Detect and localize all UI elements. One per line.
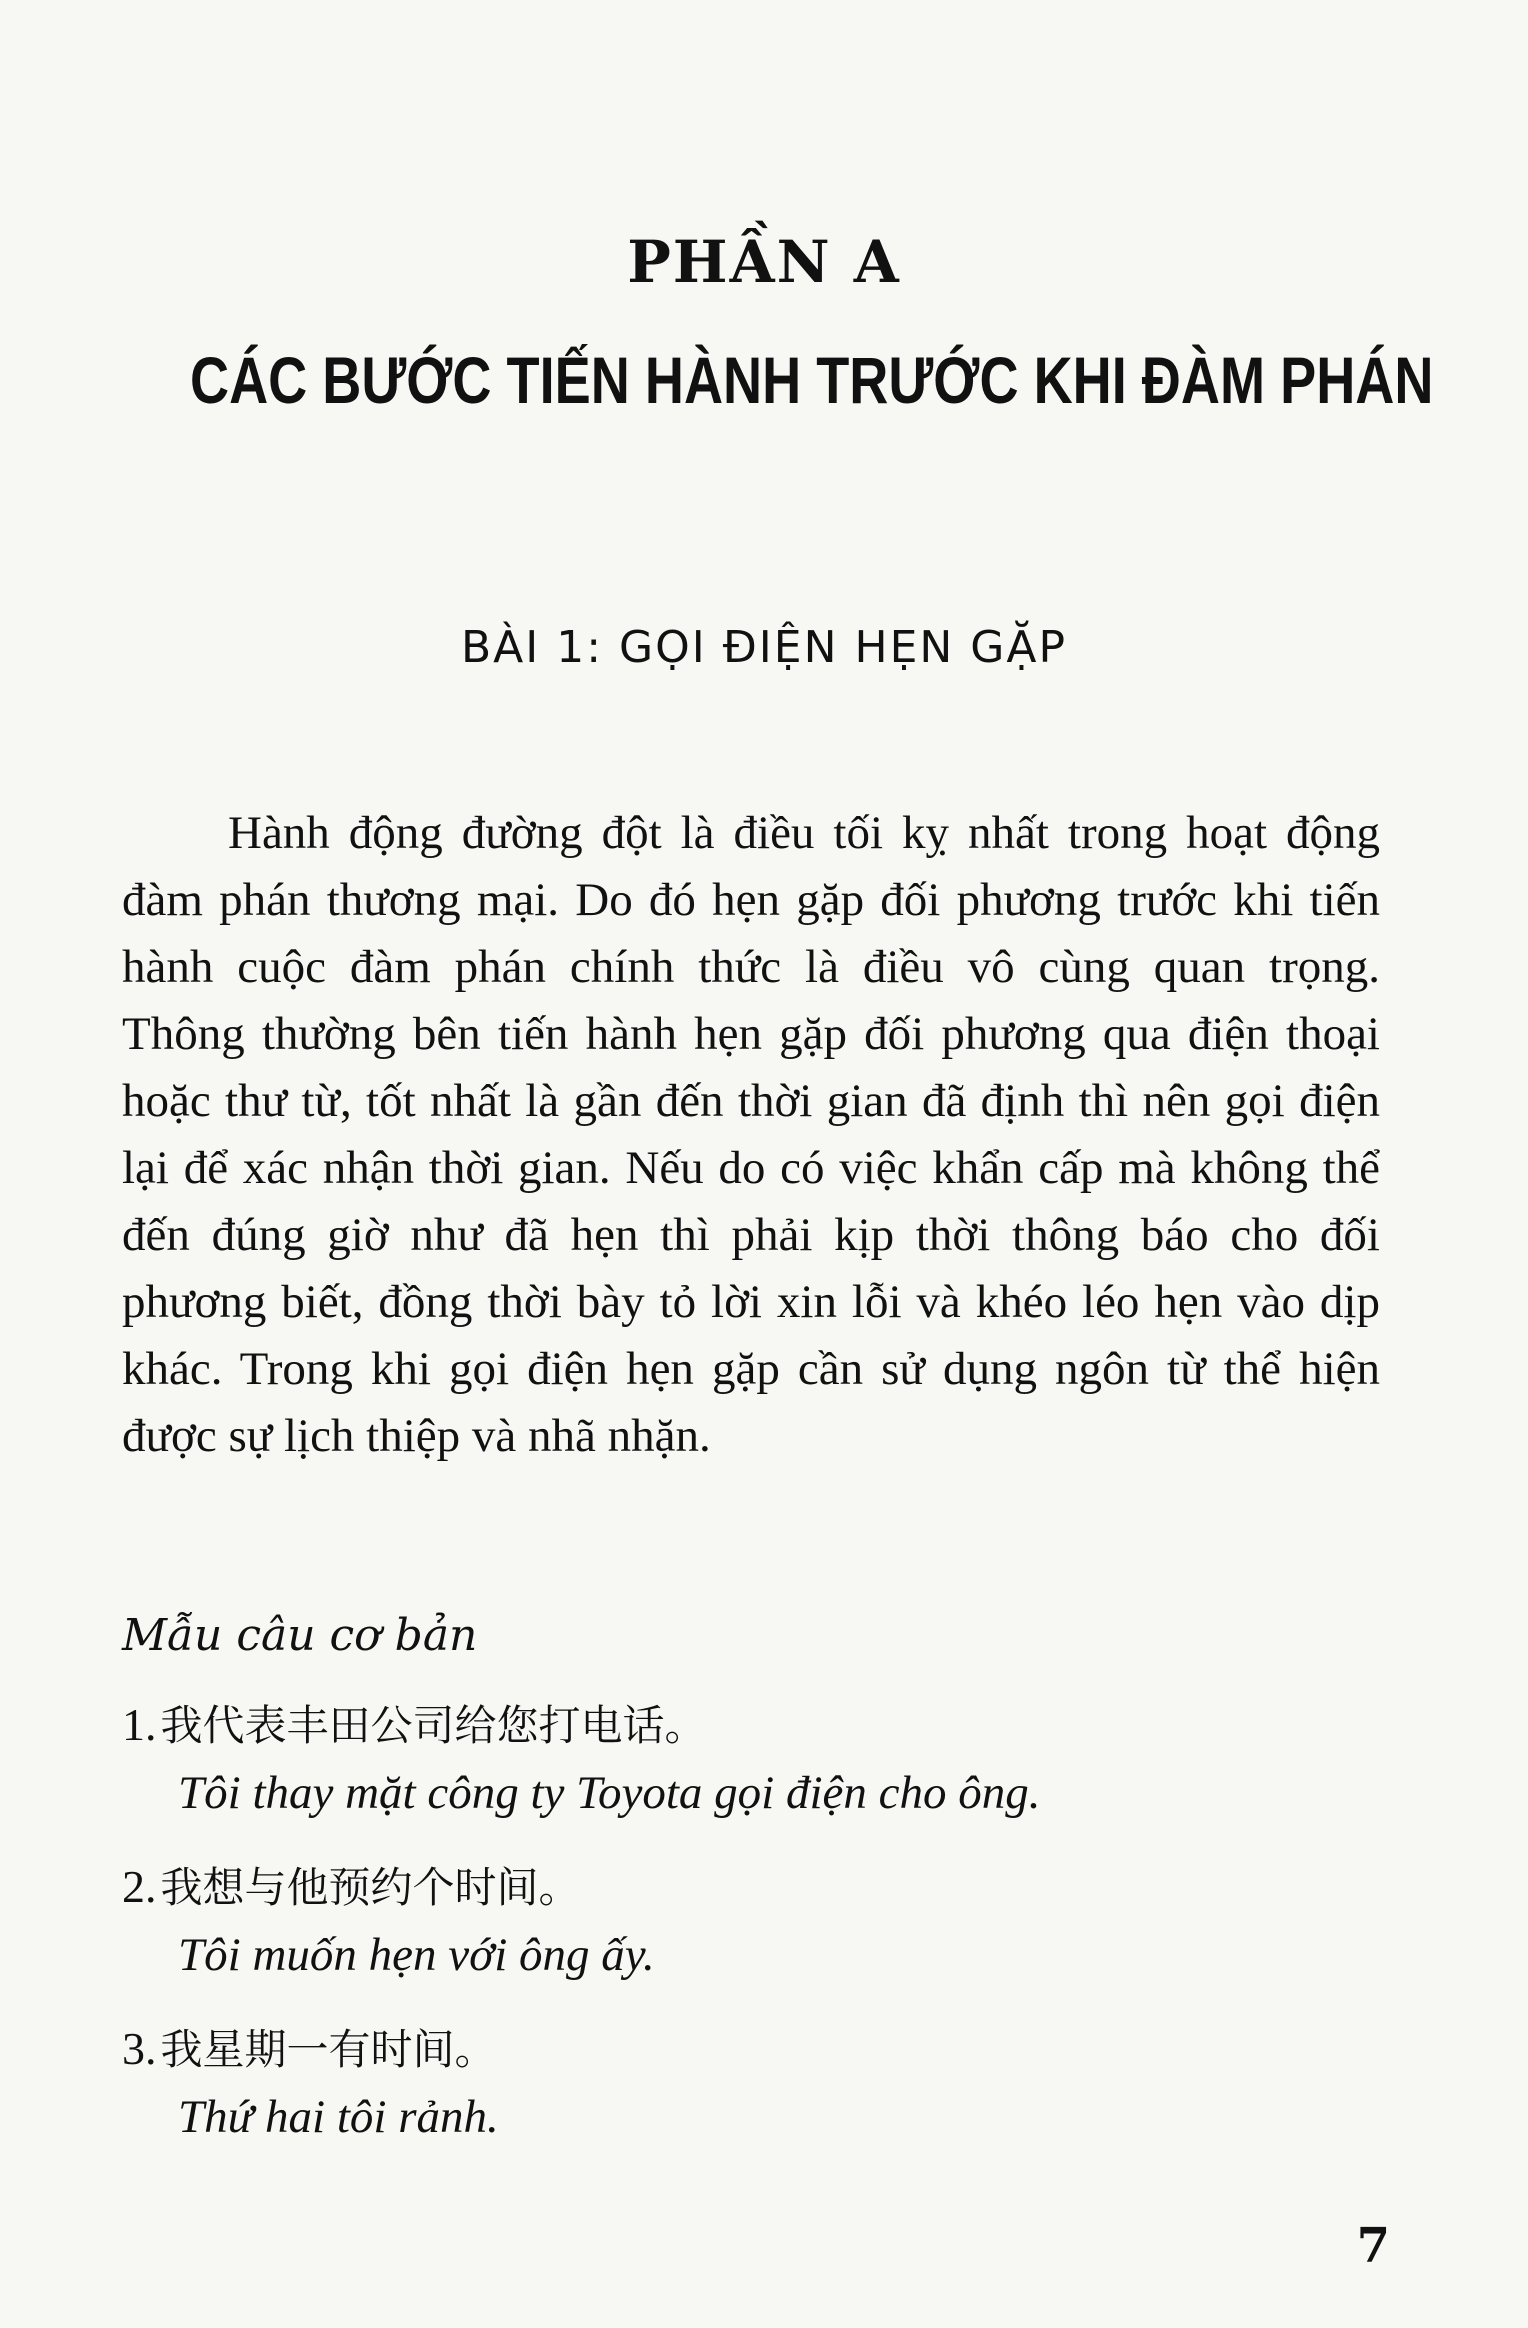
- part-title: PHẦN A: [627, 228, 901, 296]
- sentence-vietnamese: Thứ hai tôi rảnh.: [178, 2091, 499, 2143]
- sentence-chinese: 我想与他预约个时间。: [160, 1863, 581, 1912]
- sentence-number: 2.: [122, 1861, 157, 1912]
- page-number: 7: [1356, 2218, 1390, 2274]
- section-title: CÁC BƯỚC TIẾN HÀNH TRƯỚC KHI ĐÀM PHÁN: [190, 343, 1434, 417]
- sentence-number: 3.: [122, 2023, 157, 2074]
- sample-sentence: [122, 2016, 1382, 2150]
- sample-sentence: [122, 1854, 1382, 1988]
- sample-sentence-list: [122, 1692, 1382, 2178]
- intro-paragraph: Hành động đường đột là điều tối kỵ nhất trong hoạt động đàm phán thương mại. Do đó hẹn gặp đối phương trước khi tiến hành cuộc đàm phán chính thức là điều vô cùng quan trọng. Thông thường bên tiến hành hẹn gặp đối phương qua điện thoại hoặc thư từ, tốt nhất là gần đến thời gian đã định thì nên gọi điện lại để xác nhận thời gian. Nếu do có việc khẩn cấp mà không thể đến đúng giờ như đã hẹn thì phải kịp thời thông báo cho đối phương biết, đồng thời bày tỏ lời xin lỗi và khéo léo hẹn vào dịp khác. Trong khi gọi điện hẹn gặp cần sử dụng ngôn từ thể hiện được sự lịch thiệp và nhã nhặn.: [122, 807, 1380, 1462]
- sample-sentence: [122, 1692, 1382, 1826]
- lesson-title: BÀI 1: GỌI ĐIỆN HẸN GẶP: [460, 622, 1068, 673]
- sample-sentences-heading: Mẫu câu cơ bản: [122, 1610, 478, 1661]
- sentence-number: 1.: [122, 1699, 157, 1750]
- sentence-vietnamese: Tôi thay mặt công ty Toyota gọi điện cho ông.: [178, 1767, 1041, 1819]
- sentence-chinese: 我星期一有时间。: [160, 2025, 497, 2074]
- sentence-vietnamese: Tôi muốn hẹn với ông ấy.: [178, 1929, 655, 1981]
- sentence-chinese: 我代表丰田公司给您打电话。: [160, 1701, 707, 1750]
